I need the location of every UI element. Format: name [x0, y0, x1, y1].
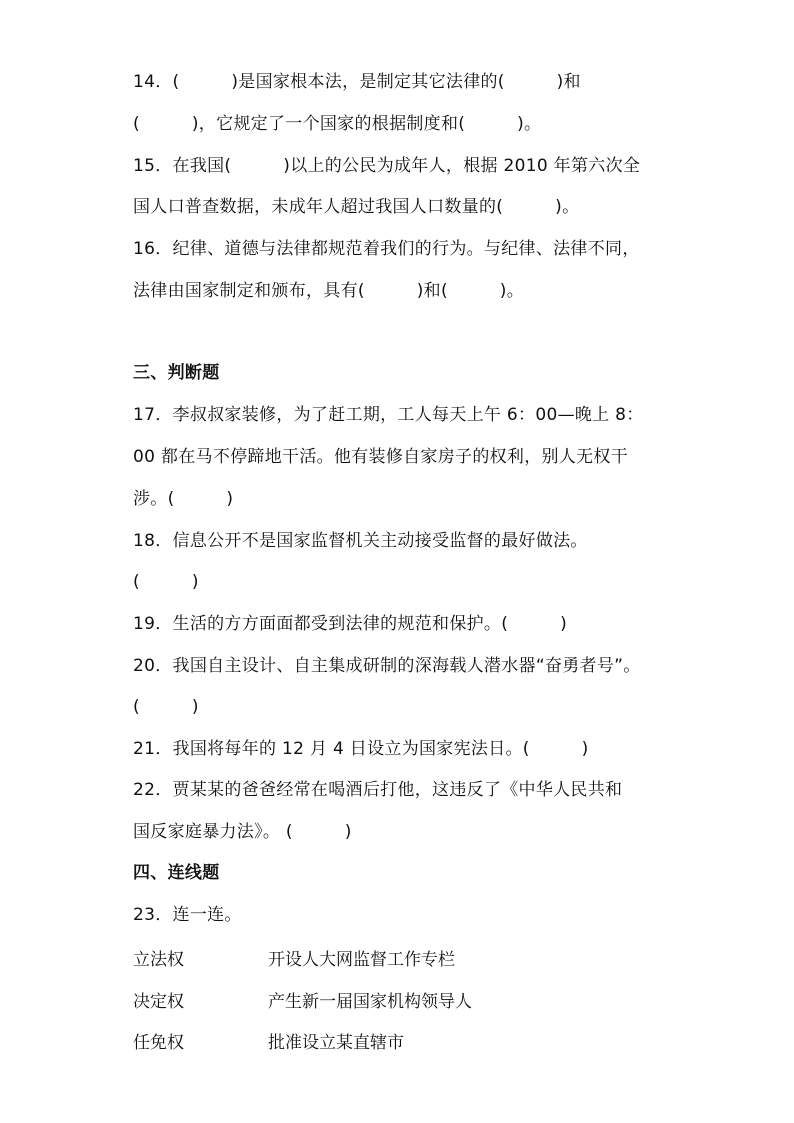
q17-line-1: 17．李叔叔家装修，为了赶工期，工人每天上午 6：00—晚上 8： [133, 405, 644, 425]
q18-line-2: ( ) [133, 572, 199, 592]
q14-line-1: 14．( )是国家根本法，是制定其它法律的( )和 [133, 72, 581, 92]
q21-line-1: 21．我国将每年的 12 月 4 日设立为国家宪法日。( ) [133, 739, 589, 759]
q22-line-2: 国反家庭暴力法》。 ( ) [133, 822, 352, 842]
matching-right-item[interactable]: 产生新一届国家机构领导人 [268, 992, 472, 1012]
q19-line-1: 19．生活的方方面面都受到法律的规范和保护。( ) [133, 614, 567, 634]
matching-right-item[interactable]: 开设人大网监督工作专栏 [268, 950, 455, 970]
q20-line-2: ( ) [133, 697, 199, 717]
q16-line-2: 法律由国家制定和颁布，具有( )和( )。 [133, 281, 525, 301]
section-heading-matching: 四、连线题 [133, 863, 220, 883]
q17-line-2: 00 都在马不停蹄地干活。他有装修自家房子的权利，别人无权干 [133, 447, 629, 467]
q23-line-1: 23．连一连。 [133, 905, 242, 925]
q17-line-3: 涉。( ) [133, 489, 234, 509]
q16-line-1: 16．纪律、道德与法律都规范着我们的行为。与纪律、法律不同， [133, 239, 640, 259]
q15-line-1: 15．在我国( )以上的公民为成年人，根据 2010 年第六次全 [133, 156, 641, 176]
q22-line-1: 22．贾某某的爸爸经常在喝酒后打他，这违反了《中华人民共和 [133, 780, 623, 800]
q18-line-1: 18．信息公开不是国家监督机关主动接受监督的最好做法。 [133, 531, 588, 551]
q15-line-2: 国人口普查数据，未成年人超过我国人口数量的( )。 [133, 197, 580, 217]
q20-line-1: 20．我国自主设计、自主集成研制的深海载人潜水器“奋勇者号”。 [133, 656, 641, 676]
q14-line-2: ( )，它规定了一个国家的根据制度和( )。 [133, 114, 542, 134]
matching-left-item[interactable]: 决定权 [133, 992, 184, 1012]
matching-left-item[interactable]: 立法权 [133, 950, 184, 970]
section-heading-judgement: 三、判断题 [133, 363, 220, 383]
matching-left-item[interactable]: 任免权 [133, 1033, 184, 1053]
matching-right-item[interactable]: 批准设立某直辖市 [268, 1033, 404, 1053]
